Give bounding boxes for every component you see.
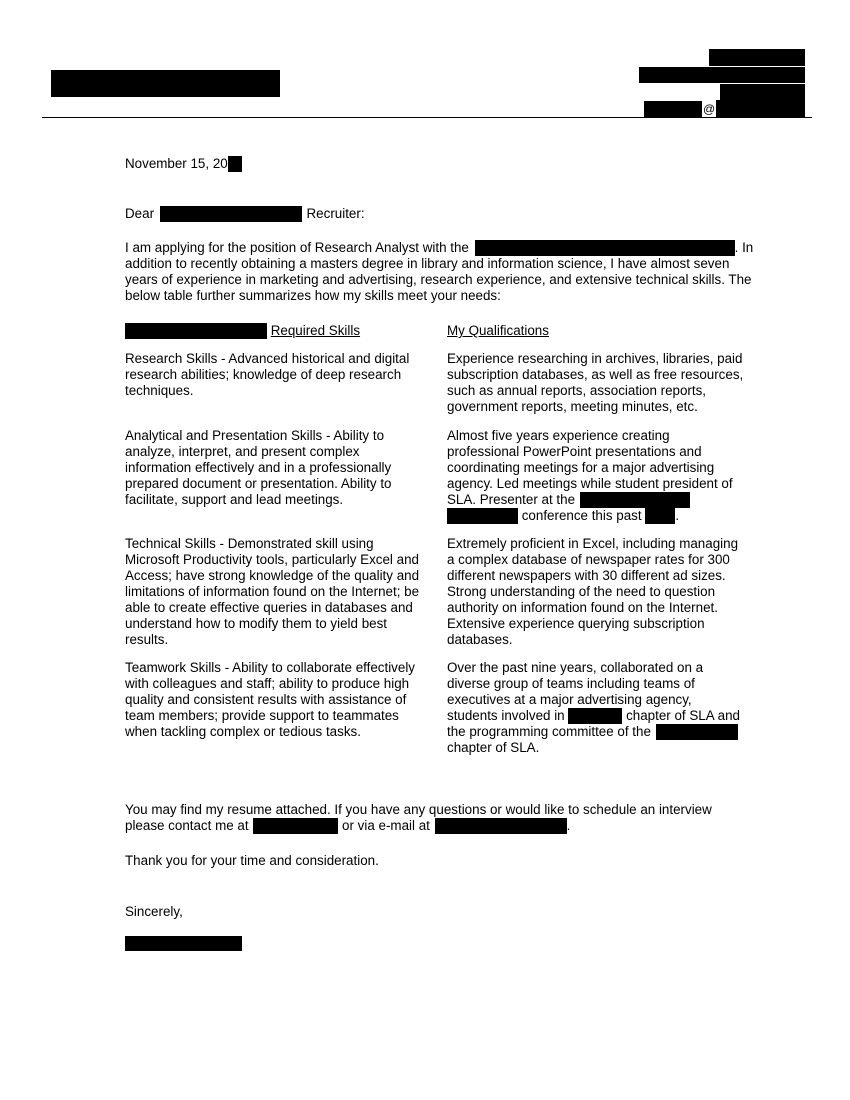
row2-right-line6: conference this past . bbox=[447, 508, 733, 524]
redacted-address-line1 bbox=[709, 49, 805, 66]
table-left-header: Required Skills bbox=[125, 323, 360, 339]
row3-right: Extremely proficient in Excel, including managing a complex database of newspaper rates for 300 different newspapers with 30 different ad sizes. Strong understanding of the need to question authority on information found on the Internet. Extensive experience querying subscription databases. bbox=[447, 536, 739, 647]
intro-line-3: years of experience in marketing and advertising, research experience, and extensive technical skills. The bbox=[125, 272, 752, 287]
redacted-company bbox=[160, 206, 302, 222]
redacted-address-line2 bbox=[639, 67, 805, 83]
table-right-header: My Qualifications bbox=[447, 323, 549, 338]
signoff: Sincerely, bbox=[125, 904, 183, 919]
redacted-conference-name bbox=[447, 508, 518, 524]
redacted-employer-short bbox=[125, 323, 267, 339]
row4-right-line4: students involved in chapter of SLA and bbox=[447, 708, 740, 723]
row2-right: Almost five years experience creating professional PowerPoint presentations and coordinating meetings for a major advertising agency. Led meetings while student president of SLA. Presenter at the conference this past . bbox=[447, 428, 733, 523]
header-divider bbox=[42, 117, 812, 118]
row1-left: Research Skills - Advanced historical and digital research abilities; knowledge of deep research techniques. bbox=[125, 351, 410, 398]
row4-left: Teamwork Skills - Ability to collaborate effectively with colleagues and staff; ability to produce high quality and consistent results with assistance of team members; provide support to teammates when tackling complex or tedious tasks. bbox=[125, 660, 415, 739]
redacted-conference-org bbox=[580, 492, 690, 508]
row3-left: Technical Skills - Demonstrated skill using Microsoft Productivity tools, particularly Excel and Access; have strong knowledge of the quality and limitations of information found on the Internet; be able to create effective queries in databases and understand how to modify them to yield best results. bbox=[125, 536, 420, 647]
intro-line-4: below table further summarizes how my skills meet your needs: bbox=[125, 288, 501, 303]
row4-right: Over the past nine years, collaborated on a diverse group of teams including teams of executives at a major advertising agency, students involved in chapter of SLA and the programming committee of the chapter of SLA. bbox=[447, 660, 740, 755]
redacted-name bbox=[51, 70, 280, 97]
thanks-line: Thank you for your time and consideration. bbox=[125, 853, 379, 868]
row4-right-line5: the programming committee of the bbox=[447, 724, 740, 740]
redacted-signature bbox=[125, 936, 242, 951]
redacted-email-inline bbox=[435, 818, 567, 834]
email-at-sign: @ bbox=[703, 102, 716, 116]
closing-line-1: You may find my resume attached. If you have any questions or would like to schedule an interview bbox=[125, 802, 712, 817]
redacted-phone bbox=[720, 84, 805, 100]
redacted-email-user bbox=[644, 101, 702, 117]
salutation: Dear Recruiter: bbox=[125, 206, 365, 221]
letter-date: November 15, 20 bbox=[125, 156, 242, 172]
row1-right: Experience researching in archives, libraries, paid subscription databases, as well as free resources, such as annual reports, association reports, government reports, meeting minutes, etc. bbox=[447, 351, 744, 414]
intro-line-1: I am applying for the position of Research Analyst with the . In bbox=[125, 240, 754, 255]
redacted-chapter bbox=[656, 724, 738, 740]
redacted-school bbox=[568, 708, 622, 724]
intro-line-2: addition to recently obtaining a masters degree in library and information science, I have almost seven bbox=[125, 256, 730, 271]
redacted-phone-inline bbox=[253, 818, 338, 834]
redacted-employer bbox=[475, 240, 735, 256]
closing-line-2: please contact me at or via e-mail at . bbox=[125, 818, 571, 833]
row2-right-line5: SLA. Presenter at the bbox=[447, 492, 733, 508]
redacted-conference-year bbox=[645, 508, 675, 524]
row2-left: Analytical and Presentation Skills - Ability to analyze, interpret, and present complex information effectively and in a professionally prepared document or presentation. Ability to facilitate, support and lead meetings. bbox=[125, 428, 392, 507]
redacted-year bbox=[228, 156, 242, 172]
redacted-email-domain bbox=[716, 100, 805, 117]
